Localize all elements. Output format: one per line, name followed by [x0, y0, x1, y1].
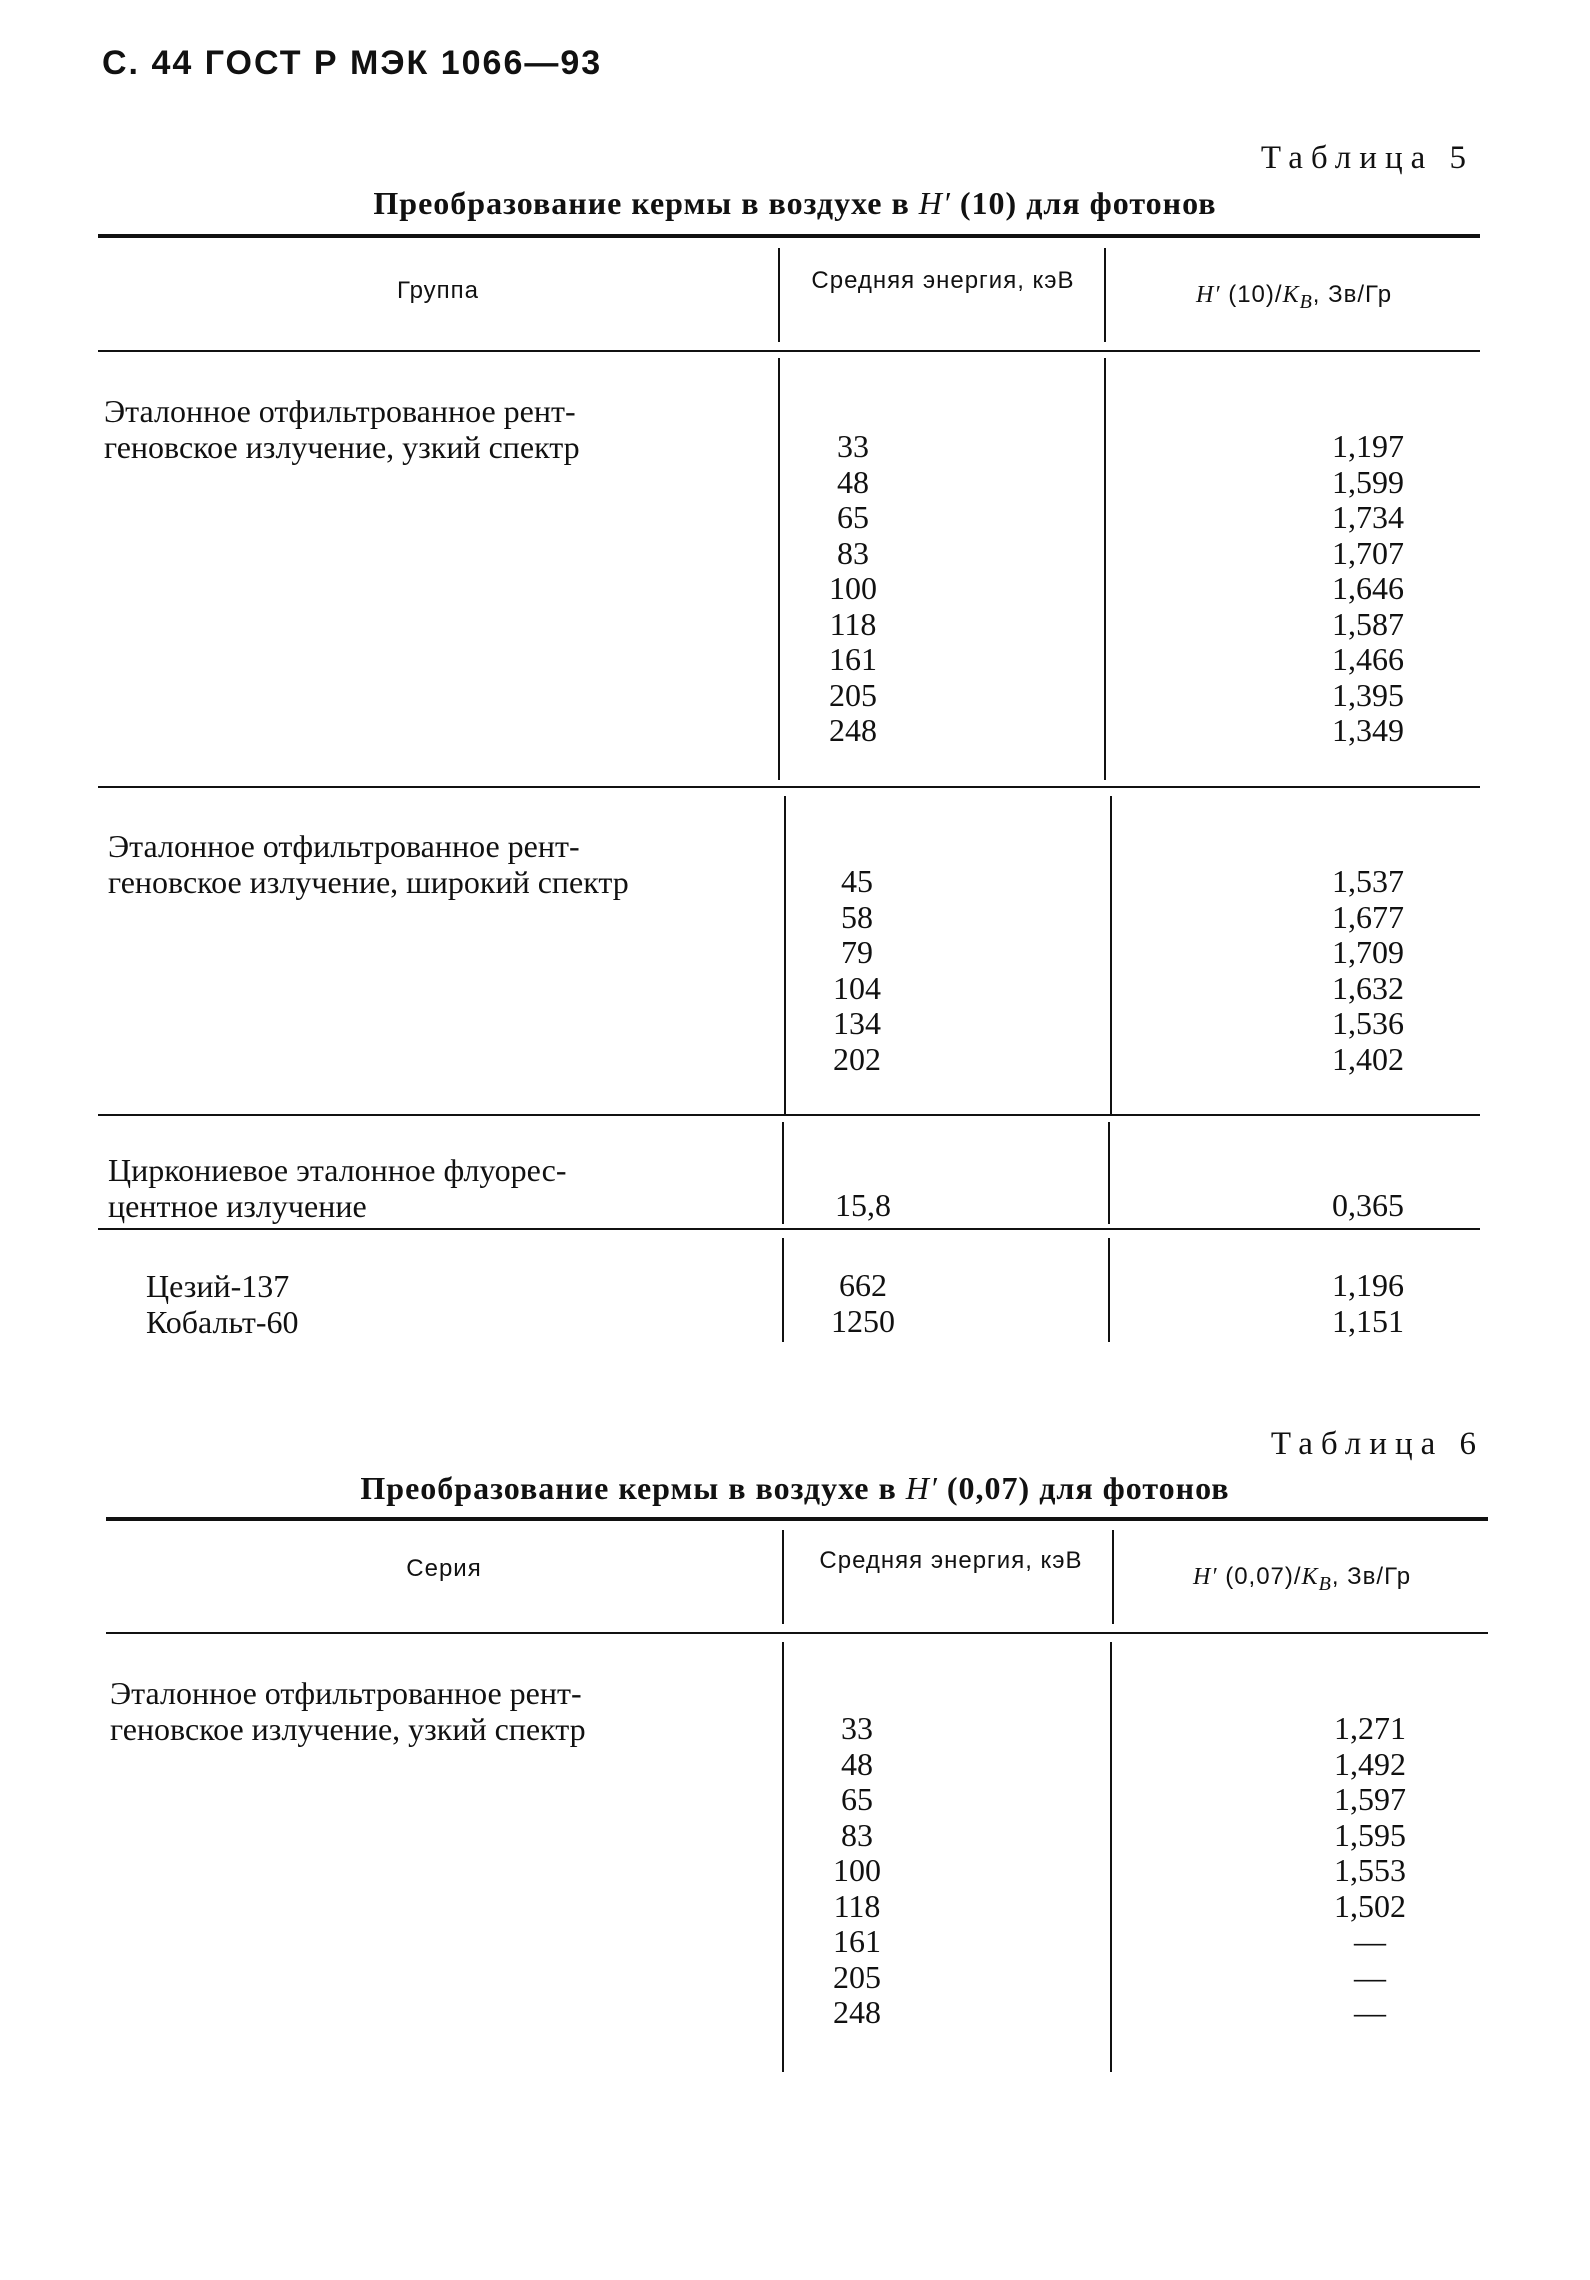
- energy-cell: 202: [833, 1040, 881, 1077]
- header-series: Серия: [406, 1555, 482, 1582]
- value-cell: 1,196: [1332, 1267, 1404, 1303]
- column-divider: [778, 248, 780, 342]
- rule: [98, 350, 1480, 352]
- energy-cell: 248: [829, 712, 877, 748]
- group-label-line: Циркониевое эталонное флуорес-: [108, 1152, 567, 1188]
- column-divider: [778, 358, 780, 780]
- header-conversion-unit: , Зв/Гр: [1312, 281, 1393, 308]
- table5-title-symbol: H′: [918, 185, 951, 221]
- energy-cell: 83: [837, 534, 869, 571]
- energy-cell: 100: [833, 1852, 881, 1888]
- header-conversion: [1116, 1564, 1488, 1597]
- value-cell: 1,597: [1334, 1781, 1406, 1817]
- energy-cell: 79: [841, 934, 873, 970]
- value-cell: 0,365: [1332, 1187, 1404, 1223]
- energy-cell: 33: [837, 428, 869, 464]
- value-cell: 1,271: [1334, 1710, 1406, 1746]
- value-cell: 1,677: [1332, 898, 1404, 935]
- value-cell: 1,197: [1332, 428, 1404, 464]
- energy-cell: 205: [829, 676, 877, 713]
- value-cell: 1,151: [1332, 1302, 1404, 1339]
- value-cell: 1,395: [1332, 676, 1404, 713]
- table5-title-rest: (10) для фотонов: [959, 185, 1217, 221]
- energy-cell: 248: [833, 1994, 881, 2030]
- group-label: [108, 828, 748, 900]
- rule: [98, 1228, 1480, 1230]
- column-divider: [1110, 796, 1112, 1116]
- rule: [98, 1114, 1480, 1116]
- rule: [98, 234, 1480, 238]
- symbol-k: K: [1301, 1564, 1319, 1590]
- group-label-line: геновское излучение, узкий спектр: [104, 429, 580, 465]
- column-divider: [1108, 1238, 1110, 1342]
- energy-list: [798, 1188, 928, 1224]
- value-cell: 1,502: [1334, 1887, 1406, 1924]
- energy-cell: 161: [829, 641, 877, 677]
- header-energy: Средняя энергия, кэВ: [811, 267, 1075, 294]
- group-label-line: центное излучение: [108, 1188, 367, 1224]
- table6: [106, 1512, 1488, 2072]
- energy-cell: 205: [833, 1958, 881, 1995]
- table5-title-text: Преобразование кермы в воздухе в: [373, 185, 910, 221]
- group-label: [146, 1268, 546, 1340]
- symbol-b: B: [1299, 290, 1313, 313]
- energy-list: [808, 1268, 918, 1339]
- value-cell: 1,553: [1334, 1852, 1406, 1888]
- value-list: [1298, 429, 1438, 749]
- table6-title-text: Преобразование кермы в воздухе в: [360, 1470, 897, 1506]
- energy-cell: 83: [841, 1816, 873, 1853]
- rule: [98, 786, 1480, 788]
- group-label-line: геновское излучение, узкий спектр: [110, 1711, 586, 1747]
- table5-label: Таблица 5: [1260, 140, 1474, 176]
- energy-cell: 161: [833, 1923, 881, 1959]
- header-conversion-unit: , Зв/Гр: [1331, 1563, 1412, 1590]
- column-divider: [784, 796, 786, 1116]
- value-cell: 1,349: [1332, 712, 1404, 748]
- group-label-line: геновское излучение, широкий спектр: [108, 864, 629, 900]
- energy-cell: 1250: [831, 1302, 895, 1339]
- rule: [106, 1517, 1488, 1521]
- value-list: [1298, 1188, 1438, 1224]
- energy-cell: 104: [833, 969, 881, 1006]
- value-cell: 1,492: [1334, 1745, 1406, 1782]
- symbol-h: H′: [1192, 1564, 1218, 1590]
- energy-cell: 48: [837, 463, 869, 500]
- value-cell: —: [1354, 1958, 1386, 1995]
- column-divider: [1104, 248, 1106, 342]
- value-cell: 1,537: [1332, 863, 1404, 899]
- energy-cell: 45: [841, 863, 873, 899]
- header-energy: Средняя энергия, кэВ: [819, 1547, 1083, 1574]
- column-divider: [1104, 358, 1106, 780]
- energy-cell: 662: [839, 1267, 887, 1303]
- symbol-k: K: [1282, 282, 1300, 308]
- column-divider: [782, 1642, 784, 2072]
- header-group: Группа: [396, 277, 480, 304]
- group-label: [104, 393, 744, 465]
- energy-cell: 118: [833, 1887, 881, 1924]
- energy-cell: 134: [833, 1005, 881, 1041]
- group-label: [110, 1675, 750, 1747]
- value-cell: 1,599: [1332, 463, 1404, 500]
- value-cell: 1,707: [1332, 534, 1404, 571]
- energy-cell: 65: [837, 499, 869, 535]
- value-cell: 1,646: [1332, 570, 1404, 606]
- rule: [106, 1632, 1488, 1634]
- group-label-line: Эталонное отфильтрованное рент-: [110, 1675, 582, 1711]
- energy-cell: 33: [841, 1710, 873, 1746]
- value-list: [1300, 1711, 1440, 2031]
- table6-title: [0, 1470, 1590, 1507]
- value-cell: 1,587: [1332, 605, 1404, 642]
- value-cell: 1,466: [1332, 641, 1404, 677]
- symbol-h: H′: [1195, 282, 1221, 308]
- value-list: [1298, 864, 1438, 1077]
- energy-list: [802, 1711, 912, 2031]
- value-cell: 1,709: [1332, 934, 1404, 970]
- header-conversion-mid: (0,07)/: [1225, 1563, 1302, 1590]
- header-conversion-mid: (10)/: [1228, 281, 1283, 308]
- energy-cell: 48: [841, 1745, 873, 1782]
- value-cell: 1,734: [1332, 499, 1404, 535]
- header-conversion: [1108, 282, 1480, 315]
- energy-cell: 58: [841, 898, 873, 935]
- value-cell: 1,595: [1334, 1816, 1406, 1853]
- table6-title-symbol: H′: [905, 1470, 938, 1506]
- column-divider: [1110, 1642, 1112, 2072]
- column-divider: [782, 1238, 784, 1342]
- value-cell: 1,536: [1332, 1005, 1404, 1041]
- energy-cell: 100: [829, 570, 877, 606]
- column-divider: [782, 1122, 784, 1224]
- page-header: С. 44 ГОСТ Р МЭК 1066—93: [102, 44, 603, 82]
- energy-cell: 65: [841, 1781, 873, 1817]
- group-label-line: Кобальт-60: [146, 1304, 299, 1340]
- energy-list: [802, 864, 912, 1077]
- column-divider: [782, 1530, 784, 1624]
- group-label-line: Эталонное отфильтрованное рент-: [108, 828, 580, 864]
- value-cell: —: [1354, 1994, 1386, 2030]
- group-label-line: Цезий-137: [146, 1268, 290, 1304]
- value-cell: 1,402: [1332, 1040, 1404, 1077]
- energy-list: [798, 429, 908, 749]
- column-divider: [1108, 1122, 1110, 1224]
- energy-cell: 15,8: [835, 1187, 891, 1223]
- group-label: [108, 1152, 748, 1224]
- value-cell: —: [1354, 1923, 1386, 1959]
- value-cell: 1,632: [1332, 969, 1404, 1006]
- table5: [98, 230, 1480, 1350]
- energy-cell: 118: [829, 605, 877, 642]
- table6-title-rest: (0,07) для фотонов: [946, 1470, 1230, 1506]
- table6-label: Таблица 6: [1270, 1426, 1484, 1462]
- value-list: [1298, 1268, 1438, 1339]
- group-label-line: Эталонное отфильтрованное рент-: [104, 393, 576, 429]
- column-divider: [1112, 1530, 1114, 1624]
- symbol-b: B: [1318, 1572, 1332, 1595]
- table5-title: [0, 185, 1590, 222]
